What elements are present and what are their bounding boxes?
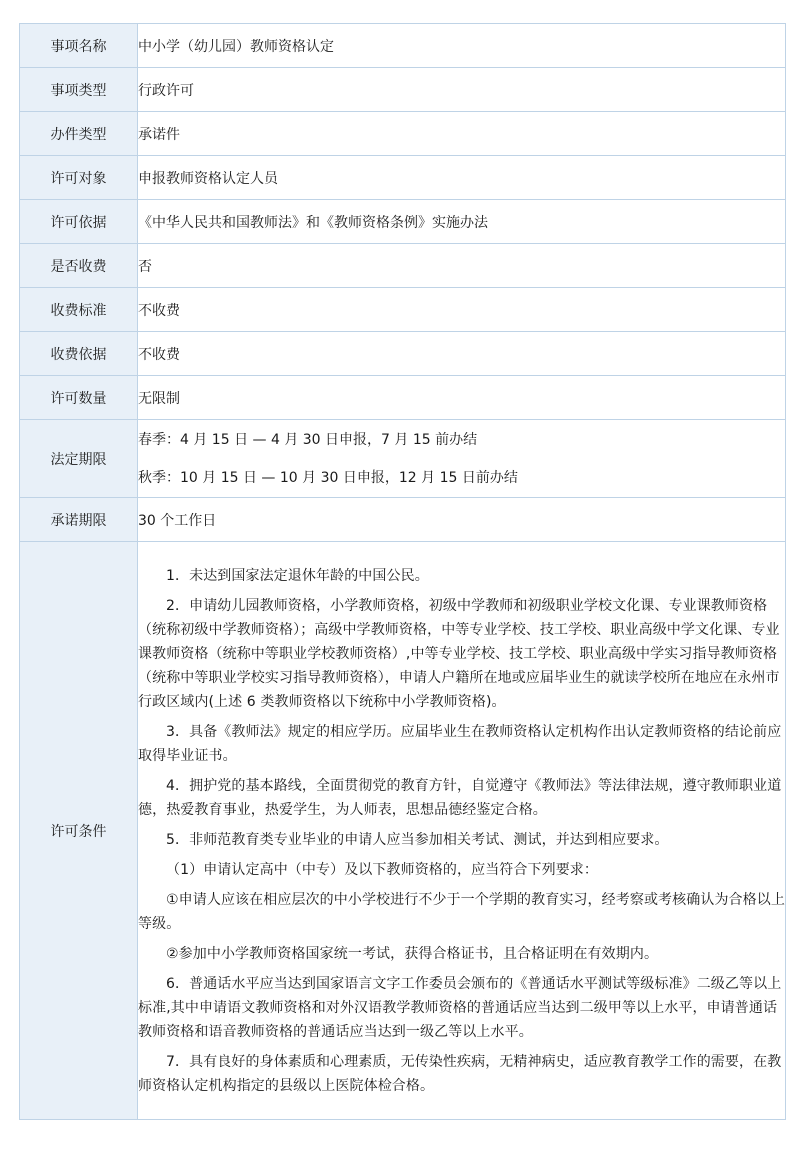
row-license-quantity (20, 376, 786, 420)
condition-item: （1）申请认定高中（中专）及以下教师资格的，应当符合下列要求： (166, 861, 599, 878)
row-case-type (20, 112, 786, 156)
label-license-target: 许可对象 (20, 156, 138, 200)
condition-item: ①申请人应该在相应层次的中小学校进行不少于一个学期的教育实习，经考察或考核确认为合格以上等级。 (138, 891, 785, 932)
label-promise-deadline: 承诺期限 (20, 498, 138, 542)
value-item-type: 行政许可 (138, 68, 786, 112)
value-fee-required: 否 (138, 244, 786, 288)
row-promise-deadline (20, 498, 786, 542)
info-table (19, 23, 786, 1120)
value-legal-deadline (138, 420, 786, 498)
condition-item: 3．具备《教师法》规定的相应学历。应届毕业生在教师资格认定机构作出认定教师资格的结论前应取得毕业证书。 (138, 723, 782, 764)
condition-item: 2．申请幼儿园教师资格，小学教师资格，初级中学教师和初级职业学校文化课、专业课教师资格（统称初级中学教师资格）；高级中学教师资格，中等专业学校、技工学校、职业高级中学文化课、专业课教师资格（统称中等职业学校教师资格）,中等专业学校、技工学校、职业高级中学实习指导教师资格（统称中等职业学校实习指导教师资格），申请人户籍所在地或应届毕业生的就读学校所在地应在永州市行政区域内(上述 6 类教师资格以下统称中小学教师资格)。 (138, 597, 780, 710)
label-item-type: 事项类型 (20, 68, 138, 112)
row-legal-deadline (20, 420, 786, 498)
label-license-basis: 许可依据 (20, 200, 138, 244)
value-license-basis: 《中华人民共和国教师法》和《教师资格条例》实施办法 (138, 200, 786, 244)
row-fee-basis (20, 332, 786, 376)
label-fee-required: 是否收费 (20, 244, 138, 288)
condition-item: 1．未达到国家法定退休年龄的中国公民。 (166, 567, 429, 584)
value-promise-deadline: 30 个工作日 (138, 498, 786, 542)
label-license-conditions: 许可条件 (20, 542, 138, 1120)
row-item-name (20, 24, 786, 68)
condition-item: 7．具有良好的身体素质和心理素质，无传染性疾病，无精神病史，适应教育教学工作的需要，在教师资格认定机构指定的县级以上医院体检合格。 (138, 1053, 782, 1094)
label-item-name: 事项名称 (20, 24, 138, 68)
condition-item: 6．普通话水平应当达到国家语言文字工作委员会颁布的《普通话水平测试等级标准》二级乙等以上标准,其中申请语文教师资格和对外汉语教学教师资格的普通话应当达到二级甲等以上水平，申请普通话教师资格和语音教师资格的普通话应当达到一级乙等以上水平。 (138, 975, 782, 1040)
deadline-spring: 春季：4 月 15 日 — 4 月 30 日申报，7 月 15 前办结 (138, 431, 478, 448)
condition-item: ②参加中小学教师资格国家统一考试，获得合格证书，且合格证明在有效期内。 (166, 945, 659, 962)
row-item-type (20, 68, 786, 112)
value-license-target: 申报教师资格认定人员 (138, 156, 786, 200)
value-fee-standard: 不收费 (138, 288, 786, 332)
label-fee-standard: 收费标准 (20, 288, 138, 332)
value-license-conditions (138, 542, 786, 1120)
label-fee-basis: 收费依据 (20, 332, 138, 376)
deadline-autumn: 秋季：10 月 15 日 — 10 月 30 日申报，12 月 15 日前办结 (138, 469, 518, 486)
value-fee-basis: 不收费 (138, 332, 786, 376)
row-fee-required (20, 244, 786, 288)
value-item-name: 中小学（幼儿园）教师资格认定 (138, 24, 786, 68)
label-legal-deadline: 法定期限 (20, 420, 138, 498)
value-license-quantity: 无限制 (138, 376, 786, 420)
value-case-type: 承诺件 (138, 112, 786, 156)
info-table-body (20, 24, 786, 1120)
condition-item: 5．非师范教育类专业毕业的申请人应当参加相关考试、测试，并达到相应要求。 (166, 831, 669, 848)
label-case-type: 办件类型 (20, 112, 138, 156)
row-license-conditions (20, 542, 786, 1120)
row-license-basis (20, 200, 786, 244)
row-fee-standard (20, 288, 786, 332)
condition-item: 4．拥护党的基本路线，全面贯彻党的教育方针，自觉遵守《教师法》等法律法规，遵守教师职业道德，热爱教育事业，热爱学生，为人师表，思想品德经鉴定合格。 (138, 777, 782, 818)
row-license-target (20, 156, 786, 200)
label-license-quantity: 许可数量 (20, 376, 138, 420)
